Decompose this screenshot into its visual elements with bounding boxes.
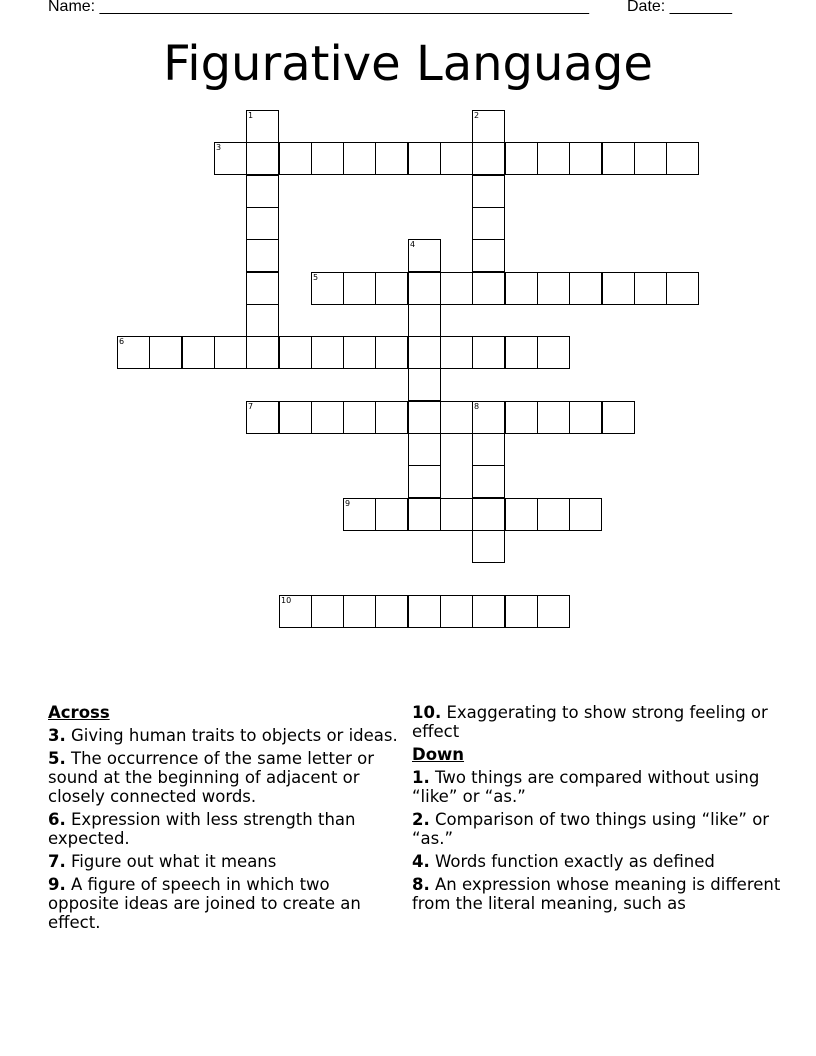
across-clue-5: 5. The occurrence of the same letter or sound at the beginning of adjacent or closely connected words. [48, 749, 375, 806]
across-clue-6: 6. Expression with less strength than expected. [48, 810, 356, 848]
crossword-cell[interactable] [149, 336, 182, 369]
crossword-cell[interactable] [505, 336, 538, 369]
crossword-cell[interactable] [279, 595, 312, 628]
clue-number-label: 1 [248, 111, 254, 120]
clue-number-label: 10 [281, 596, 292, 605]
page-title: Figurative Language [163, 36, 653, 92]
crossword-cell[interactable] [408, 465, 441, 498]
across-heading: Across [48, 703, 110, 722]
across-clue-10: 10. Exaggerating to show strong feeling or effect [412, 703, 768, 741]
crossword-cell[interactable] [537, 498, 570, 531]
across-clue-9: 9. A figure of speech in which two opposite ideas are joined to create an effect. [48, 875, 361, 932]
crossword-cell[interactable] [375, 401, 408, 434]
crossword-cell[interactable] [408, 401, 441, 434]
crossword-cell[interactable] [246, 401, 279, 434]
crossword-cell[interactable] [505, 142, 538, 175]
crossword-cell[interactable] [182, 336, 215, 369]
crossword-cell[interactable] [343, 336, 376, 369]
crossword-cell[interactable] [246, 110, 279, 143]
crossword-cell[interactable] [440, 401, 473, 434]
clues-right-column [412, 703, 782, 917]
down-heading: Down [412, 745, 465, 764]
crossword-cell[interactable] [311, 142, 344, 175]
crossword-cell[interactable] [537, 142, 570, 175]
crossword-cell[interactable] [408, 142, 441, 175]
crossword-cell[interactable] [343, 142, 376, 175]
down-clue-2: 2. Comparison of two things using “like” or “as.” [412, 810, 770, 848]
crossword-cell[interactable] [634, 142, 667, 175]
crossword-cell[interactable] [505, 272, 538, 305]
down-clue-4: 4. Words function exactly as defined [412, 852, 715, 871]
crossword-cell[interactable] [440, 595, 473, 628]
crossword-cell[interactable] [279, 142, 312, 175]
clue-number-label: 4 [410, 240, 416, 249]
crossword-cell[interactable] [602, 272, 635, 305]
crossword-cell[interactable] [408, 595, 441, 628]
crossword-cell[interactable] [279, 336, 312, 369]
clue-number-label: 3 [216, 143, 222, 152]
crossword-cell[interactable] [246, 239, 279, 272]
crossword-cell[interactable] [440, 336, 473, 369]
crossword-cell[interactable] [375, 336, 408, 369]
crossword-cell[interactable] [408, 239, 441, 272]
crossword-cell[interactable] [343, 498, 376, 531]
crossword-cell[interactable] [472, 498, 505, 531]
crossword-cell[interactable] [569, 142, 602, 175]
crossword-cell[interactable] [472, 142, 505, 175]
crossword-cell[interactable] [246, 272, 279, 305]
crossword-cell[interactable] [375, 595, 408, 628]
crossword-cell[interactable] [666, 142, 699, 175]
crossword-cell[interactable] [343, 272, 376, 305]
name-line[interactable]: Name: _______________________________________________________ [48, 0, 589, 15]
crossword-cell[interactable] [440, 272, 473, 305]
crossword-cell[interactable] [472, 465, 505, 498]
crossword-cell[interactable] [472, 595, 505, 628]
clue-number-label: 8 [474, 402, 480, 411]
clue-number-label: 6 [119, 337, 125, 346]
crossword-cell[interactable] [602, 401, 635, 434]
crossword-cell[interactable] [537, 336, 570, 369]
crossword-cell[interactable] [311, 272, 344, 305]
crossword-cell[interactable] [246, 336, 279, 369]
clues-left-column [48, 703, 398, 936]
crossword-cell[interactable] [246, 142, 279, 175]
crossword-cell[interactable] [246, 304, 279, 337]
crossword-cell[interactable] [408, 433, 441, 466]
crossword-cell[interactable] [472, 207, 505, 240]
across-clue-7: 7. Figure out what it means [48, 852, 277, 871]
crossword-cell[interactable] [343, 401, 376, 434]
clue-number-label: 9 [345, 499, 351, 508]
crossword-cell[interactable] [505, 595, 538, 628]
crossword-cell[interactable] [472, 272, 505, 305]
crossword-cell[interactable] [408, 368, 441, 401]
crossword-cell[interactable] [569, 498, 602, 531]
down-clue-1: 1. Two things are compared without using “like” or “as.” [412, 768, 760, 806]
crossword-cell[interactable] [214, 336, 247, 369]
crossword-cell[interactable] [666, 272, 699, 305]
crossword-cell[interactable] [505, 498, 538, 531]
crossword-cell[interactable] [440, 498, 473, 531]
crossword-cell[interactable] [214, 142, 247, 175]
crossword-cell[interactable] [408, 336, 441, 369]
clue-number-label: 5 [313, 273, 319, 282]
crossword-cell[interactable] [440, 142, 473, 175]
clue-number-label: 2 [474, 111, 480, 120]
crossword-cell[interactable] [311, 595, 344, 628]
crossword-cell[interactable] [408, 272, 441, 305]
crossword-cell[interactable] [375, 142, 408, 175]
crossword-cell[interactable] [537, 272, 570, 305]
date-line[interactable]: Date: _______ [627, 0, 732, 15]
crossword-cell[interactable] [472, 175, 505, 208]
crossword-cell[interactable] [375, 498, 408, 531]
crossword-cell[interactable] [472, 239, 505, 272]
across-clue-3: 3. Giving human traits to objects or ideas. [48, 726, 398, 745]
crossword-cell[interactable] [408, 498, 441, 531]
crossword-cell[interactable] [279, 401, 312, 434]
crossword-cell[interactable] [602, 142, 635, 175]
crossword-cell[interactable] [472, 530, 505, 563]
crossword-cell[interactable] [311, 401, 344, 434]
down-clue-8: 8. An expression whose meaning is different from the literal meaning, such as [412, 875, 781, 913]
crossword-cell[interactable] [246, 207, 279, 240]
clue-number-label: 7 [248, 402, 254, 411]
crossword-cell[interactable] [246, 175, 279, 208]
crossword-cell[interactable] [569, 401, 602, 434]
crossword-cell[interactable] [472, 336, 505, 369]
crossword-cell[interactable] [408, 304, 441, 337]
crossword-cell[interactable] [537, 401, 570, 434]
crossword-cell[interactable] [117, 336, 150, 369]
crossword-cell[interactable] [311, 336, 344, 369]
crossword-cell[interactable] [634, 272, 667, 305]
crossword-cell[interactable] [343, 595, 376, 628]
crossword-cell[interactable] [375, 272, 408, 305]
crossword-cell[interactable] [472, 110, 505, 143]
crossword-cell[interactable] [472, 401, 505, 434]
crossword-cell[interactable] [537, 595, 570, 628]
crossword-cell[interactable] [569, 272, 602, 305]
crossword-cell[interactable] [505, 401, 538, 434]
crossword-cell[interactable] [472, 433, 505, 466]
